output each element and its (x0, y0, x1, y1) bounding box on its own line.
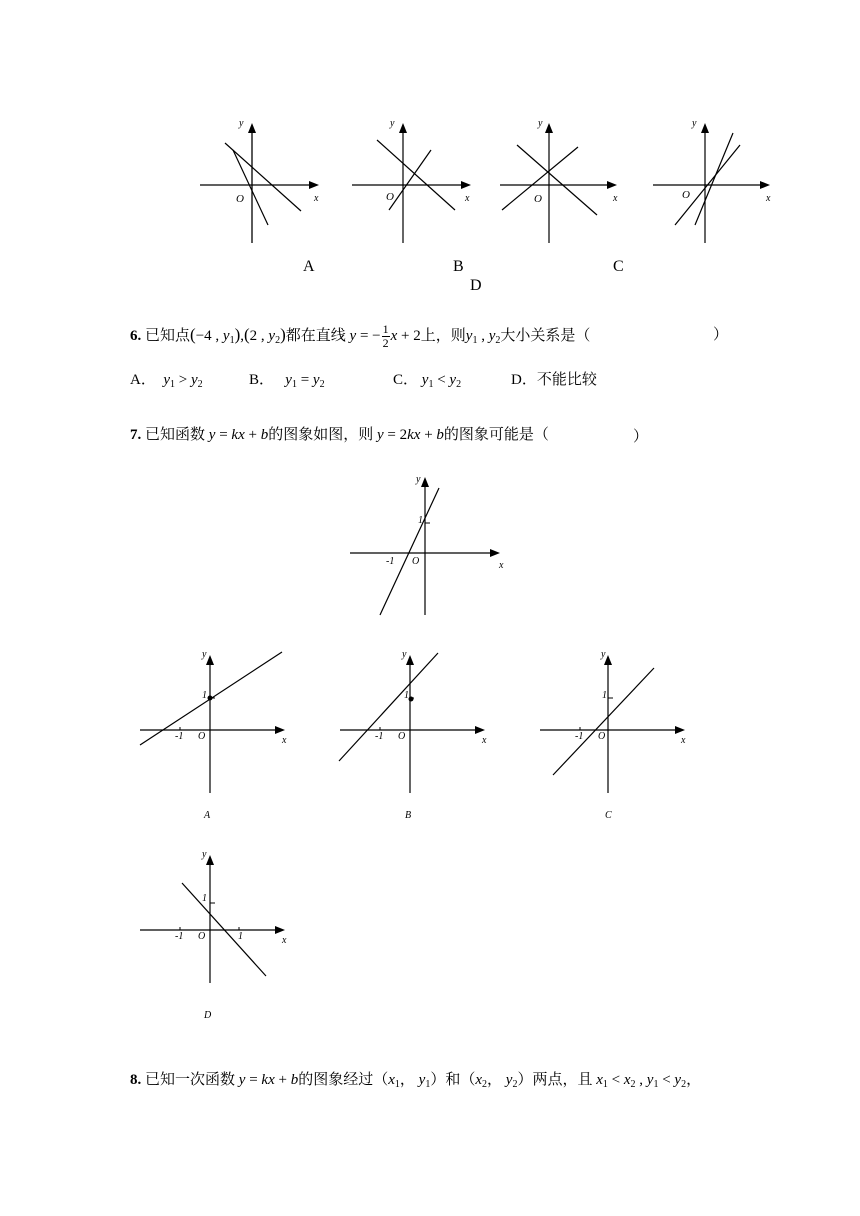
q5-graph-a (195, 115, 325, 250)
q5a-x-label: x (314, 193, 319, 204)
q7b-y-label: y (402, 649, 407, 660)
q7d-tick-1-y: 1 (202, 893, 207, 904)
q5c-x-label: x (613, 193, 618, 204)
q7b-tick-1: 1 (404, 690, 409, 701)
question-6-stem: 6. 已知点(−4 , $y_1),(2$ , $y_2$)都在直线 y = − $\frac{1}{2}$ x + 2上，则$y_1$ , $y_2$大小关系是（ (130, 322, 591, 350)
q5a-origin-label: O (236, 193, 244, 205)
q6-option-c: C． $y_1 < y_2$ (393, 372, 462, 390)
q7d-x-label: x (282, 935, 287, 946)
q7a-origin-label: O (198, 731, 206, 742)
q5d-x-label: x (766, 193, 771, 204)
q8-number: 8. (130, 1072, 142, 1088)
q7c-x-label: x (681, 735, 686, 746)
q7-graph-b (335, 648, 495, 803)
q7b-x-label: x (482, 735, 487, 746)
q5-choice-c: C (613, 258, 624, 275)
q7d-y-label: y (202, 849, 207, 860)
q7c-tick-neg1: -1 (575, 731, 584, 742)
q7a-x-label: x (282, 735, 287, 746)
q7-graph-c (535, 648, 695, 803)
q7-graph-a (135, 648, 295, 803)
q7-reference-graph (345, 470, 510, 620)
q7ref-tick-neg1: -1 (386, 556, 395, 567)
q7-choice-c: C (605, 810, 612, 821)
q6-close-paren: ） (713, 327, 729, 343)
q5b-y-label: y (390, 118, 395, 129)
q5-choice-d: D (470, 277, 482, 294)
q6-option-d: D．不能比较 (511, 372, 597, 388)
q5a-y-label: y (239, 118, 244, 129)
q7-choice-a: A (204, 810, 211, 821)
q7-number: 7. (130, 427, 142, 443)
q5c-origin-label: O (534, 193, 542, 205)
q7-graph-d (135, 848, 295, 983)
q7ref-y-label: y (416, 474, 421, 485)
q7-choice-d: D (204, 1010, 212, 1021)
q7c-y-label: y (601, 649, 606, 660)
q5d-y-label: y (692, 118, 697, 129)
q5-graph-c (495, 115, 625, 250)
q5c-y-label: y (538, 118, 543, 129)
question-7-stem: 7. 已知函数 y = kx + b的图象如图，则 y = 2kx + b的图象可能是（ (130, 427, 549, 443)
q6-option-b: B． $y_1 = y_2$ (249, 372, 325, 390)
q7c-tick-1: 1 (602, 690, 607, 701)
q7d-tick-1-x: 1 (238, 931, 243, 942)
q7d-tick-neg1: -1 (175, 931, 184, 942)
q7b-tick-neg1: -1 (375, 731, 384, 742)
q6-option-a: A． $y_1 > y_2$ (130, 372, 203, 390)
q5b-x-label: x (465, 193, 470, 204)
q7-choice-b: B (405, 810, 412, 821)
q7d-origin-label: O (198, 931, 206, 942)
q7a-y-label: y (202, 649, 207, 660)
q7ref-x-label: x (499, 560, 504, 571)
q7ref-origin-label: O (412, 556, 420, 567)
q7b-origin-label: O (398, 731, 406, 742)
q5-choice-b: B (453, 258, 464, 275)
q7ref-tick-1: 1 (418, 515, 423, 526)
q7a-tick-1: 1 (202, 690, 207, 701)
q7c-origin-label: O (598, 731, 606, 742)
q5-choice-a: A (303, 258, 315, 275)
q5b-origin-label: O (386, 191, 394, 203)
q5d-origin-label: O (682, 189, 690, 201)
q6-number: 6. (130, 327, 142, 344)
q7a-tick-neg1: -1 (175, 731, 184, 742)
q5-graph-d (648, 115, 778, 250)
q7-close-paren: ） (633, 429, 649, 445)
question-8-stem: 8. 已知一次函数 y = kx + b的图象经过（$x_1$， $y_1$）和（$x_2$， $y_2$）两点，且 $x_1 < x_2$ , $y_1 < y_2$， (130, 1072, 702, 1090)
q5-graph-b (347, 115, 477, 250)
